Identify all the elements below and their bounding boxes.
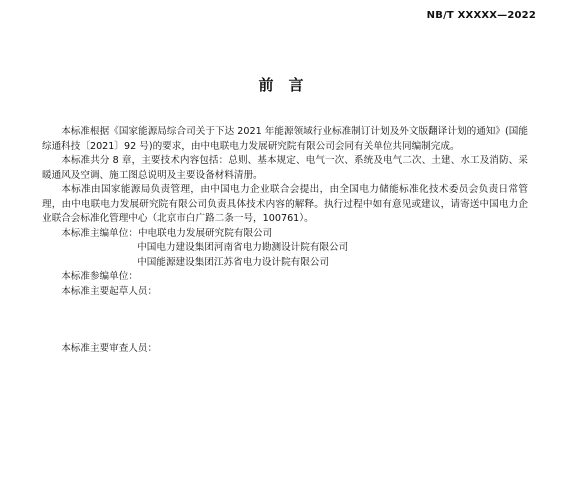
paragraph-management: 本标准由国家能源局负责管理，由中国电力企业联合会提出，由全国电力储能标准化技术委员会负责日常管理，由中电联电力发展研究院有限公司负责具体技术内容的解释。执行过程中如有意见或建议，请寄送中国电力企业联合会标准化管理中心（北京市白广路二条一号，100761）。 xyxy=(42,184,528,224)
chief-editor-block xyxy=(42,227,528,271)
chief-editor-label: 本标准主编单位： xyxy=(61,227,138,239)
chief-editor-org: 中国电力建设集团河南省电力勘测设计院有限公司 xyxy=(137,242,349,253)
standard-code: NB/T XXXXX—2022 xyxy=(426,10,536,21)
document-body xyxy=(42,125,528,357)
chief-editor-org: 中国能源建设集团江苏省电力设计院有限公司 xyxy=(137,256,330,268)
participating-units-label: 本标准参编单位： xyxy=(61,271,138,282)
paragraph-basis: 本标准根据《国家能源局综合司关于下达 2021 年能源领域行业标准制订计划及外文版翻译计划的通知》(国能综通科技〔2021〕92 号)的要求，由中电联电力发展研究院有限公司会同有关单位共同编制完成。 xyxy=(42,126,528,152)
paragraph-contents: 本标准共分 8 章，主要技术内容包括：总则、基本规定、电气一次、系统及电气二次、土建、水工及消防、采暖通风及空调、施工图总说明及主要设备材料清册。 xyxy=(42,155,528,181)
chief-editor-org: 中电联电力发展研究院有限公司 xyxy=(137,227,273,239)
chief-editor-line xyxy=(61,227,528,242)
reviewers-label: 本标准主要审查人员： xyxy=(61,343,158,354)
drafters-label: 本标准主要起草人员： xyxy=(61,285,158,297)
page-title: 前 言 xyxy=(258,76,304,94)
